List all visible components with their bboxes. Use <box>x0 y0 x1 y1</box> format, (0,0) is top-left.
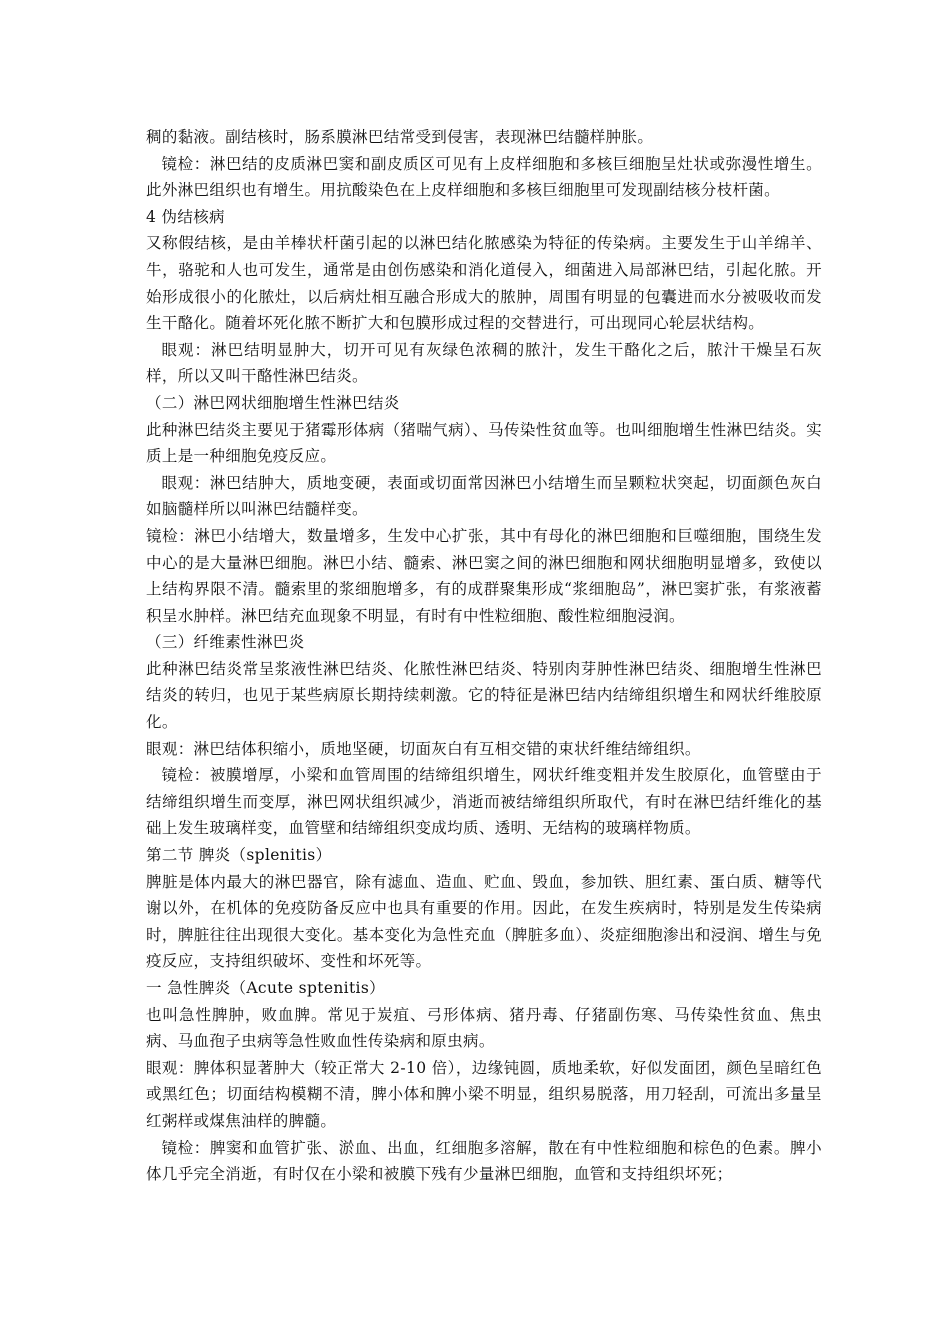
paragraph-gross-pseudotuberculosis: 眼观：淋巴结明显肿大，切开可见有灰绿色浓稠的脓汁，发生干酪化之后，脓汁干燥呈石灰样，所以又叫干酪性淋巴结炎。 <box>146 340 822 386</box>
paragraph-fibrinous-intro: 此种淋巴结炎常呈浆液性淋巴结炎、化脓性淋巴结炎、特别肉芽肿性淋巴结炎、细胞增生性淋巴结炎的转归，也见于某些病原长期持续刺激。它的特征是淋巴结内结缔组织增生和网状纤维胶原化。 <box>146 659 822 732</box>
heading-acute-splenitis: 一 急性脾炎（Acute sptenitis） <box>146 979 386 997</box>
paragraph-microscopy-acute-splenitis: 镜检：脾窦和血管扩张、淤血、出血，红细胞多溶解，散在有中性粒细胞和棕色的色素。脾小体几乎完全消逝，有时仅在小梁和被膜下残有少量淋巴细胞，血管和支持组织坏死； <box>146 1138 822 1184</box>
heading-splenitis: 第二节 脾炎（splenitis） <box>146 846 332 865</box>
paragraph-pseudotuberculosis-intro: 又称假结核，是由羊棒状杆菌引起的以淋巴结化脓感染为特征的传染病。主要发生于山羊绵羊、牛，骆驼和人也可发生，通常是由创伤感染和消化道侵入，细菌进入局部淋巴结，引起化脓。开始形成很小的化脓灶，以后病灶相互融合形成大的脓肿，周围有明显的包囊进而水分被吸收而发生干酪化。随着坏死化脓不断扩大和包膜形成过程的交替进行，可出现同心轮层状结构。 <box>146 234 822 333</box>
heading-reticular-cell-lymphadenitis: （二）淋巴网状细胞增生性淋巴结炎 <box>146 393 400 412</box>
paragraph-gross-reticular-cell: 眼观：淋巴结肿大，质地变硬，表面或切面常因淋巴小结增生而呈颗粒状突起，切面颜色灰白如脑髓样所以叫淋巴结髓样变。 <box>146 473 822 519</box>
paragraph-microscopy-fibrinous: 镜检：被膜增厚，小梁和血管周围的结缔组织增生，网状纤维变粗并发生胶原化，血管壁由于结缔组织增生而变厚，淋巴网状组织减少，消逝而被结缔组织所取代，有时在淋巴结纤维化的基础上发生玻璃样变，血管壁和结缔组织变成均质、透明、无结构的玻璃样物质。 <box>146 766 822 838</box>
paragraph-reticular-cell-intro: 此种淋巴结炎主要见于猪霉形体病（猪喘气病）、马传染性贫血等。也叫细胞增生性淋巴结炎。实质上是一种细胞免疫反应。 <box>146 420 822 466</box>
document-page <box>146 124 822 1188</box>
heading-pseudotuberculosis: 4 伪结核病 <box>146 207 225 226</box>
paragraph-gross-fibrinous: 眼观：淋巴结体积缩小，质地坚硬，切面灰白有互相交错的束状纤维结缔组织。 <box>146 739 701 758</box>
paragraph-microscopy-paratuberculosis: 镜检：淋巴结的皮质淋巴窦和副皮质区可见有上皮样细胞和多核巨细胞呈灶状或弥漫性增生。此外淋巴组织也有增生。用抗酸染色在上皮样细胞和多核巨细胞里可发现副结核分枝杆菌。 <box>146 154 822 200</box>
paragraph-microscopy-reticular-cell: 镜检：淋巴小结增大，数量增多，生发中心扩张，其中有母化的淋巴细胞和巨噬细胞，围绕生发中心的是大量淋巴细胞。淋巴小结、髓索、淋巴窦之间的淋巴细胞和网状细胞明显增多，致使以上结构界限不清。髓索里的浆细胞增多，有的成群聚集形成“浆细胞岛”，淋巴窦扩张，有浆液蓄积呈水肿样。淋巴结充血现象不明显，有时有中性粒细胞、酸性粒细胞浸润。 <box>146 526 822 625</box>
paragraph-paratuberculosis-end: 稠的黏液。副结核时，肠系膜淋巴结常受到侵害，表现淋巴结髓样肿胀。 <box>146 128 654 146</box>
heading-fibrinous-lymphadenitis: （三）纤维素性淋巴炎 <box>146 633 305 652</box>
paragraph-acute-splenitis-intro: 也叫急性脾肿，败血脾。常见于炭疽、弓形体病、猪丹毒、仔猪副伤寒、马传染性贫血、焦虫病、马血孢子虫病等急性败血性传染病和原虫病。 <box>146 1005 822 1051</box>
paragraph-gross-acute-splenitis: 眼观：脾体积显著肿大（较正常大 2-10 倍），边缘钝圆，质地柔软，好似发面团，颜色呈暗红色或黑红色；切面结构模糊不清，脾小体和脾小梁不明显，组织易脱落，用刀轻刮，可流出多量呈红粥样或煤焦油样的脾髓。 <box>146 1058 822 1130</box>
paragraph-spleen-intro: 脾脏是体内最大的淋巴器官，除有滤血、造血、贮血、毁血，参加铁、胆红素、蛋白质、糖等代谢以外，在机体的免疫防备反应中也具有重要的作用。因此，在发生疾病时，特别是发生传染病时，脾脏往往出现很大变化。基本变化为急性充血（脾脏多血）、炎症细胞渗出和浸润、增生与免疫反应，支持组织破坏、变性和坏死等。 <box>146 872 822 971</box>
